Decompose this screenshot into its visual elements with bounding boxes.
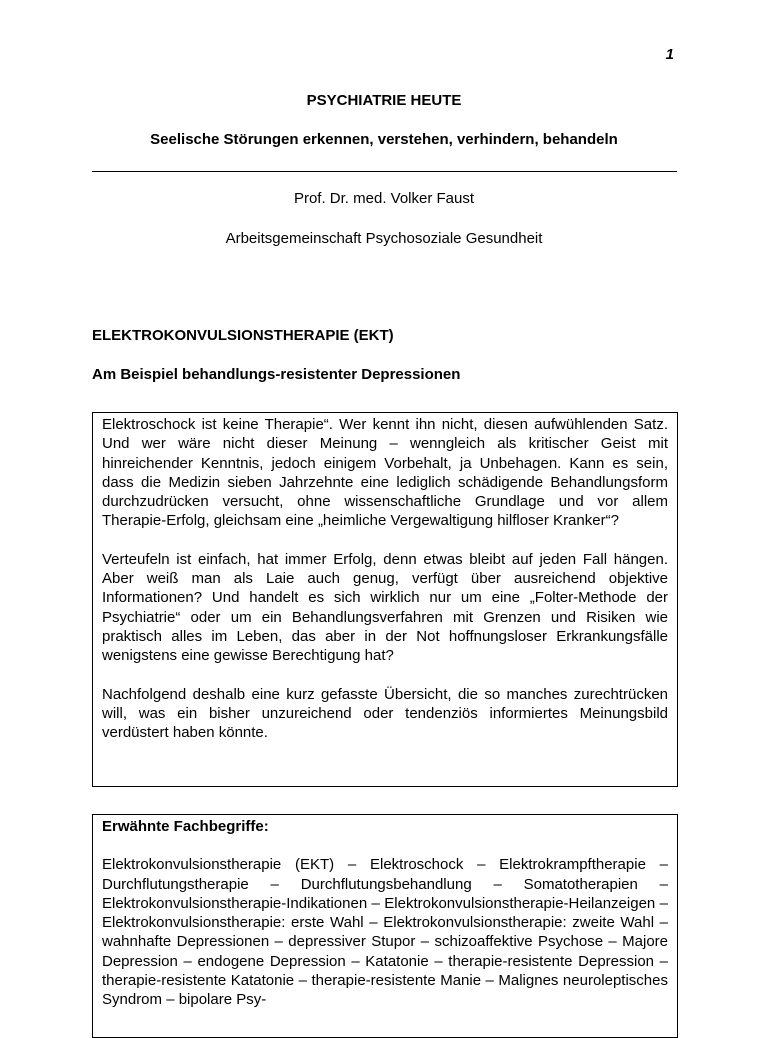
section-subtitle: Am Beispiel behandlungs-resistenter Depressionen: [92, 366, 461, 383]
intro-paragraph-2: Verteufeln ist einfach, hat immer Erfolg, denn etwas bleibt auf jeden Fall hängen. Aber weiß man als Laie auch genug, verfügt über ausreichend objektive Informationen? Und handelt es sich wirklich nur um eine „Folter-Methode der Psychiatrie“ oder um ein Behandlungsverfahren mit Grenzen und Risiken wie praktisch alles im Leben, das aber in der Not hoffnungsloser Erkrankungsfälle wenigstens eine gewisse Berechtigung hat?: [102, 550, 668, 665]
terms-box: [92, 814, 678, 1038]
page-number: 1: [665, 46, 674, 63]
author-name: Prof. Dr. med. Volker Faust: [293, 190, 475, 207]
intro-box: [92, 412, 678, 787]
header-divider: [92, 171, 677, 172]
header-subtitle: Seelische Störungen erkennen, verstehen, verhindern, behandeln: [150, 131, 618, 148]
organization-name: Arbeitsgemeinschaft Psychosoziale Gesundheit: [225, 230, 543, 247]
intro-paragraph-1: Elektroschock ist keine Therapie“. Wer kennt ihn nicht, diesen aufwühlenden Satz. Und wer wäre nicht dieser Meinung – wenngleich als kritischer Geist mit hinreichender Kenntnis, jedoch einigem Vorbehalt, ja Unbehagen. Kann es sein, dass die Medizin sieben Jahrzehnte eine lediglich schädigende Behandlungsform durchzudrücken versucht, ohne wissenschaftliche Grundlage und vor allem Therapie-Erfolg, gleichsam eine „heimliche Vergewaltigung hilfloser Kranker“?: [102, 416, 668, 530]
header-title: PSYCHIATRIE HEUTE: [306, 92, 462, 109]
section-title: ELEKTROKONVULSIONSTHERAPIE (EKT): [92, 327, 394, 344]
terms-list: Elektrokonvulsionstherapie (EKT) – Elektroschock – Elektrokrampftherapie – Durchflutungstherapie – Durchflutungsbehandlung – Somatotherapien – Elektrokonvulsionstherapie-Indikationen – Elektrokonvulsionstherapie-Heilanzeigen – Elektrokonvulsionstherapie: erste Wahl – Elektrokonvulsionstherapie: zweite Wahl – wahnhafte Depressionen – depressiver Stupor – schizoaffektive Psychose – Majore Depression – endogene Depression – Katatonie – therapie-resistente Depression – therapie-resistente Katatonie – therapie-resistente Manie – Malignes neuroleptisches Syndrom – bipolare Psy-: [102, 856, 668, 1009]
intro-paragraph-3: Nachfolgend deshalb eine kurz gefasste Übersicht, die so manches zurechtrücken will, was ein bisher unzureichend oder tendenziös informiertes Meinungsbild verdüstert haben könnte.: [102, 685, 668, 742]
terms-heading: Erwähnte Fachbegriffe:: [102, 818, 269, 835]
